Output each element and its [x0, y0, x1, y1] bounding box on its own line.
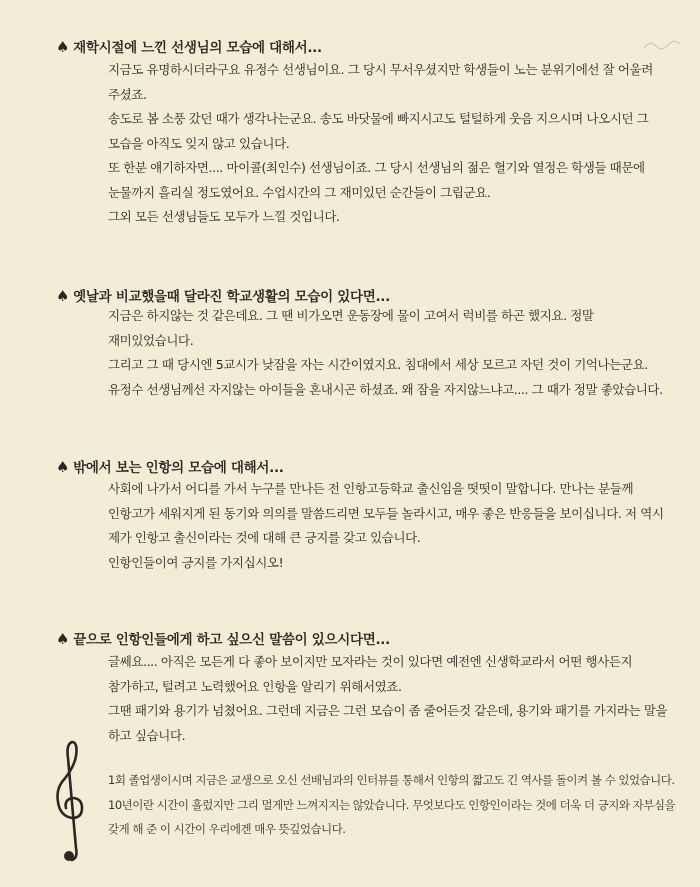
section-heading-teachers: ♠ 재학시절에 느낀 선생님의 모습에 대해서...: [56, 38, 322, 56]
spade-icon: ♠: [56, 38, 70, 56]
paragraph: 지금은 하지않는 것 같은데요. 그 땐 비가오면 운동장에 물이 고여서 럭비를 하곤 했지요. 정말 재미있었습니다.: [108, 308, 594, 348]
paragraph: 10년이란 시간이 흘렀지만 그리 멀게만 느껴지지는 않았습니다. 무엇보다도 인항인이라는 것에 더욱 더 긍지와 자부심을 갖게 해 준 이 시간이 우리에겐 매우 뜻깊었습니다.: [108, 797, 676, 836]
paragraph: 또 한분 얘기하자면.... 마이콜(최인수) 선생님이죠. 그 당시 선생님의 젊은 혈기와 열정은 학생들 때문에 눈물까지 흘리실 정도였어요. 수업시간의 그 재미있던 순간들이 그립군요.: [108, 160, 645, 200]
paragraph: 글쎄요.... 아직은 모든게 다 좋아 보이지만 모자라는 것이 있다면 예전엔 신생학교라서 어떤 행사든지 참가하고, 털려고 노력했어요 인항을 알리기 위해서였죠.: [108, 654, 633, 694]
paragraph: 그땐 패기와 용기가 넘쳤어요. 그런데 지금은 그런 모습이 좀 줄어든것 같은데, 용기와 패기를 가지라는 말을 하고 싶습니다.: [108, 703, 668, 743]
paragraph: 지금도 유명하시더라구요 유정수 선생님이요. 그 당시 무서우셨지만 학생들이 노는 분위기에선 잘 어울려 주셨죠.: [108, 62, 653, 102]
treble-clef-icon: [54, 738, 88, 866]
paragraph: 1회 졸업생이시며 지금은 교생으로 오신 선배님과의 인터뷰를 통해서 인항의 짧고도 긴 역사를 돌이켜 볼 수 있었습니다.: [108, 773, 675, 787]
paragraph: 사회에 나가서 어디를 가서 누구를 만나든 전 인항고등학교 출신임을 떳떳이 말합니다. 만나는 분들께 인항고가 세워지게 된 동기와 의의를 말씀드리면 모두들 놀라시고, 매우 좋은 반응들을 보이십니다. 저 역시 제가 인항고 출신이라는 것에 대해 큰 긍지를 갖고 있습니다.: [108, 481, 664, 545]
faint-stamp-mark: [642, 36, 682, 54]
spade-icon: ♠: [56, 630, 70, 648]
spade-icon: ♠: [56, 458, 70, 476]
section-body-outside-view: [108, 477, 680, 575]
section-heading-school-life: ♠ 옛날과 비교했을때 달라진 학교생활의 모습이 있다면...: [56, 287, 390, 305]
paragraph: 인항인들이여 긍지를 가지십시오!: [108, 554, 284, 570]
spade-icon: ♠: [56, 287, 70, 305]
section-heading-outside-view: ♠ 밖에서 보는 인항의 모습에 대해서...: [56, 458, 284, 476]
section-heading-final-words: ♠ 끝으로 인항인들에게 하고 싶으신 말씀이 있으시다면...: [56, 630, 390, 648]
paragraph: 송도로 봄 소풍 갔던 때가 생각나는군요. 송도 바닷물에 빠지시고도 털털하게 웃음 지으시며 나오시던 그 모습을 아직도 잊지 않고 있습니다.: [108, 111, 649, 151]
paragraph: 그리고 그 때 당시엔 5교시가 낮잠을 자는 시간이였지요. 침대에서 세상 모르고 자던 것이 기억나는군요. 유정수 선생님께선 자지않는 아이들을 혼내시곤 하셨죠. 왜 잠을 자지않느냐고.... 그 때가 정말 좋았습니다.: [108, 357, 663, 397]
closing-note: [108, 768, 683, 842]
section-body-teachers: [108, 58, 680, 230]
paragraph: 그외 모든 선생님들도 모두가 느낄 것입니다.: [108, 209, 340, 224]
section-body-school-life: [108, 304, 680, 402]
section-body-final-words: [108, 650, 680, 748]
